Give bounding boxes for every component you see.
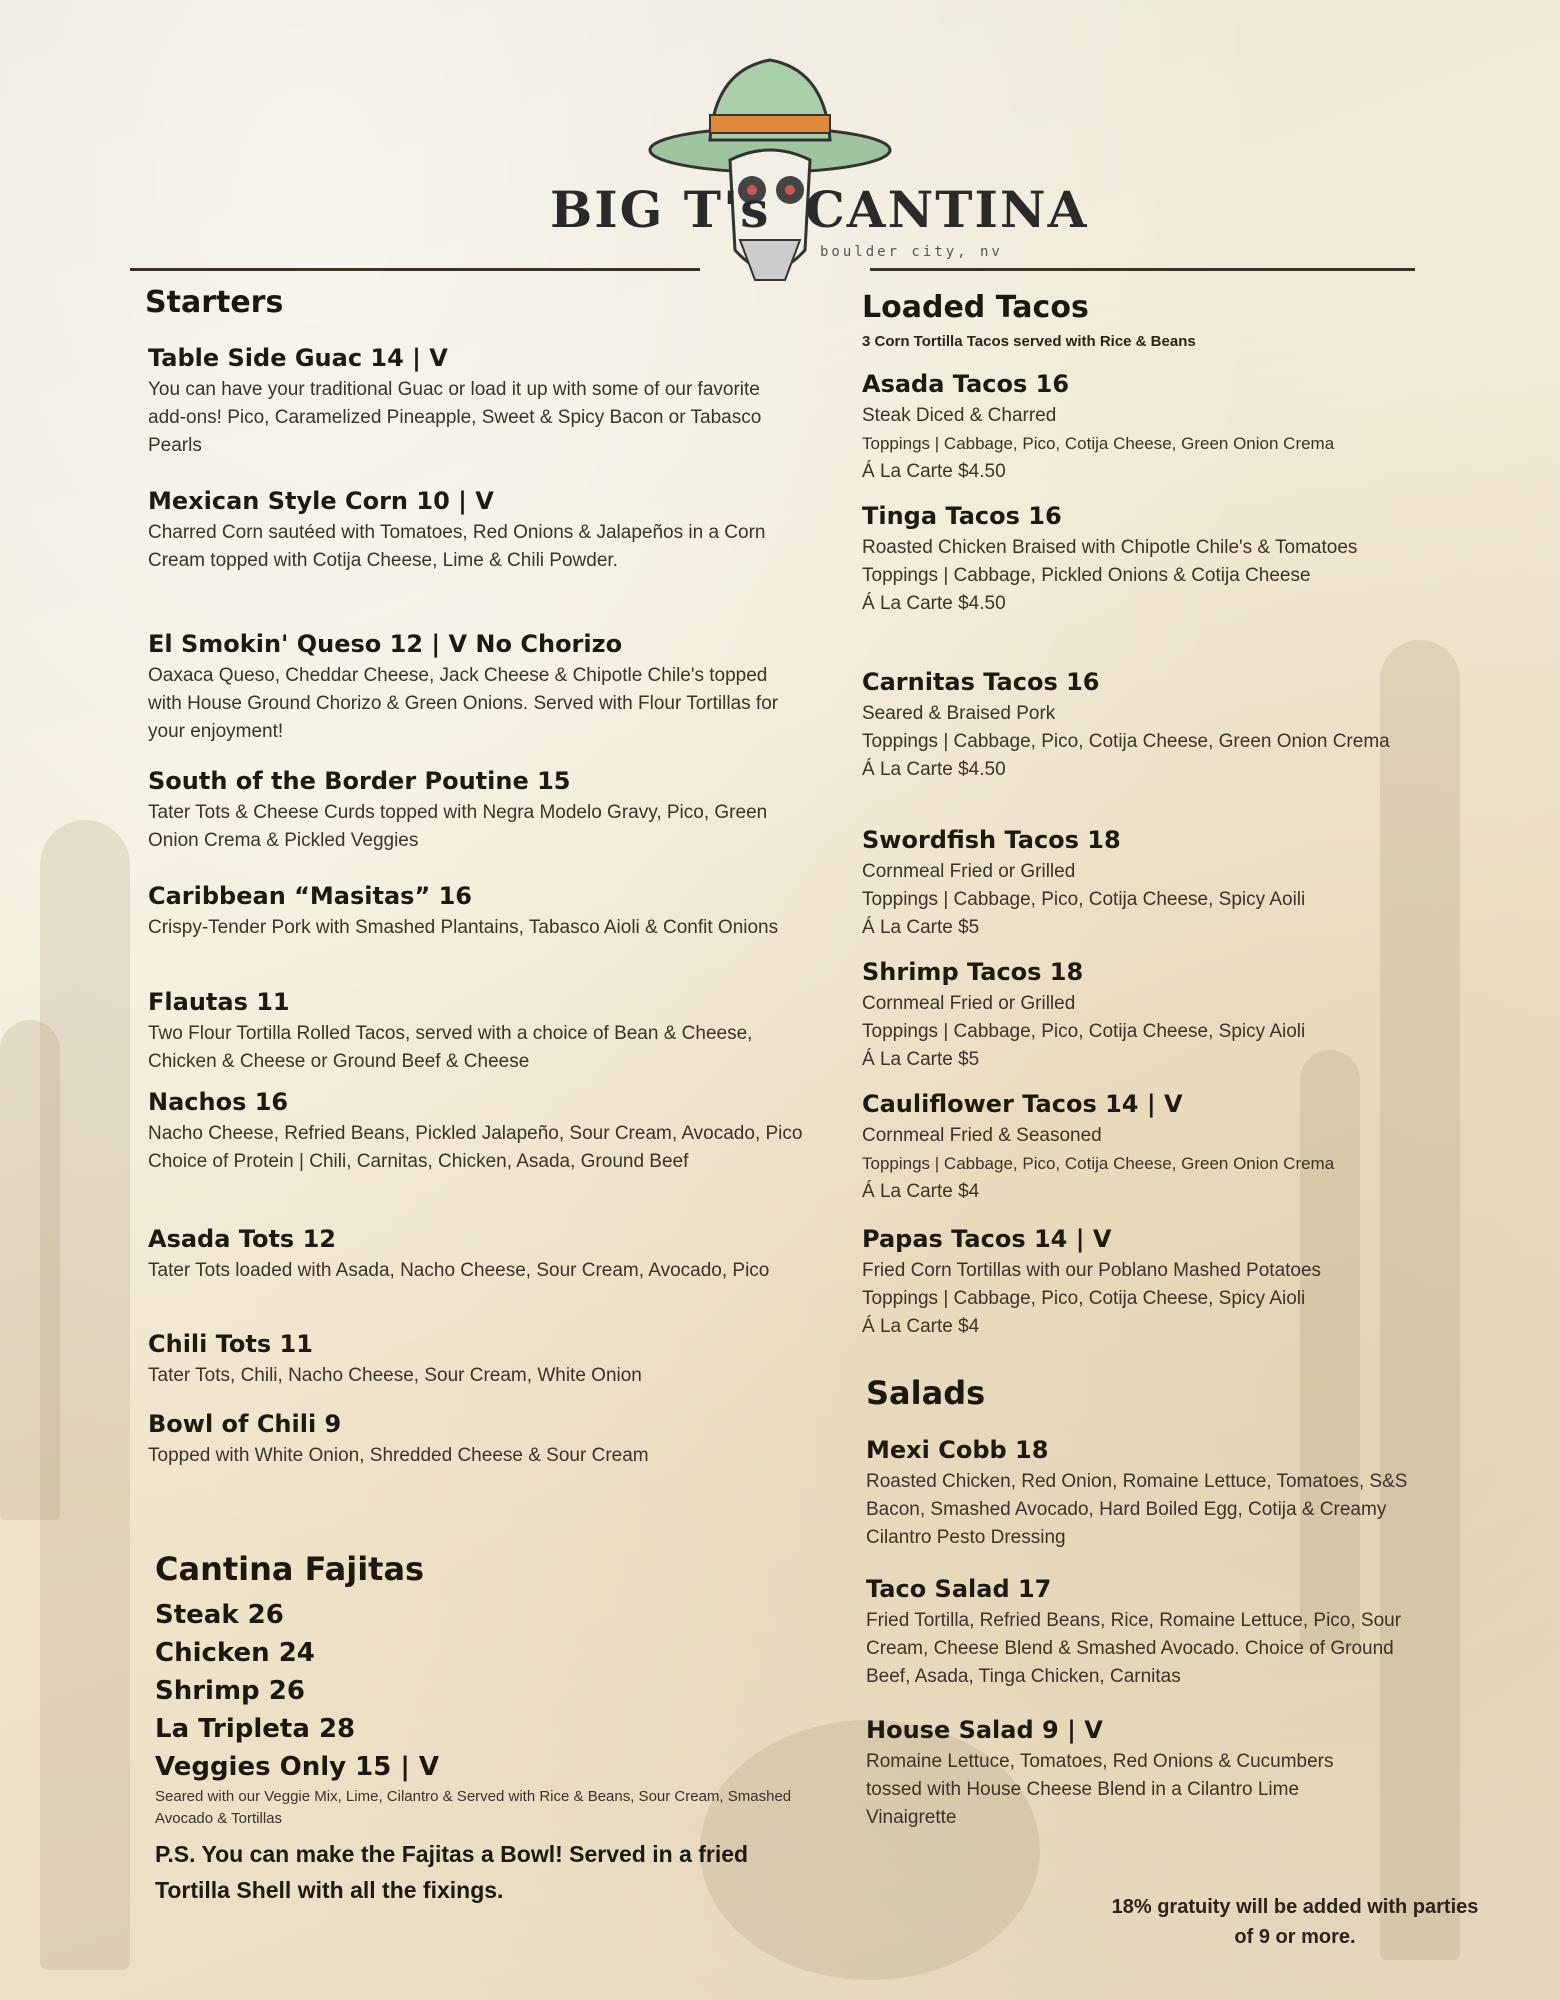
starters-heading: Starters — [145, 285, 284, 320]
taco-name: Cauliflower Tacos 14 | V — [862, 1090, 1183, 1118]
starter-name: Caribbean “Masitas” 16 — [148, 882, 472, 910]
taco-alacarte: Á La Carte $4.50 — [862, 593, 1006, 614]
taco-alacarte: Á La Carte $4 — [862, 1316, 980, 1337]
brand-name-left: BIG T's — [550, 180, 771, 239]
starter-extra: Choice of Protein | Chili, Carnitas, Chicken, Asada, Ground Beef — [148, 1151, 689, 1172]
gratuity-note: 18% gratuity will be added with parties of 9 or more. — [1111, 1896, 1479, 1948]
taco-item — [862, 958, 1442, 1074]
tacos-subtitle: 3 Corn Tortilla Tacos served with Rice & Beans — [862, 333, 1196, 350]
starter-item — [148, 487, 798, 575]
starter-name: South of the Border Poutine 15 — [148, 767, 571, 795]
taco-toppings: Toppings | Cabbage, Pico, Cotija Cheese, Spicy Aioli — [862, 1288, 1306, 1309]
salad-desc: Roasted Chicken, Red Onion, Romaine Lettuce, Tomatoes, S&S Bacon, Smashed Avocado, Hard Boiled Egg, Cotija & Creamy Cilantro Pesto Dressing — [866, 1471, 1408, 1548]
taco-item — [862, 502, 1442, 618]
taco-item — [862, 826, 1442, 942]
taco-desc: Steak Diced & Charred — [862, 405, 1057, 426]
fajita-note: Seared with our Veggie Mix, Lime, Cilantro & Served with Rice & Beans, Sour Cream, Smashed Avocado & Tortillas — [155, 1788, 792, 1827]
starter-item — [148, 988, 798, 1076]
taco-alacarte: Á La Carte $4 — [862, 1181, 980, 1202]
fajita-item: Shrimp 26 — [155, 1676, 305, 1706]
cactus-illustration-left-arm — [0, 1020, 60, 1520]
starter-desc: Oaxaca Queso, Cheddar Cheese, Jack Cheese & Chipotle Chile's topped with House Ground Chorizo & Green Onions. Served with Flour Tortillas for your enjoyment! — [148, 665, 779, 742]
starter-name: Asada Tots 12 — [148, 1225, 336, 1253]
taco-alacarte: Á La Carte $5 — [862, 917, 980, 938]
starter-item — [148, 1410, 798, 1470]
taco-alacarte: Á La Carte $5 — [862, 1049, 980, 1070]
salad-name: Taco Salad 17 — [866, 1575, 1052, 1603]
taco-toppings: Toppings | Cabbage, Pico, Cotija Cheese, Green Onion Crema — [862, 731, 1390, 752]
taco-name: Carnitas Tacos 16 — [862, 668, 1100, 696]
starter-desc: Tater Tots loaded with Asada, Nacho Cheese, Sour Cream, Avocado, Pico — [148, 1260, 770, 1281]
starter-name: Chili Tots 11 — [148, 1330, 313, 1358]
starter-item — [148, 1088, 808, 1176]
starter-desc: Crispy-Tender Pork with Smashed Plantains, Tabasco Aioli & Confit Onions — [148, 917, 779, 938]
header-divider-left — [130, 268, 700, 271]
taco-toppings: Toppings | Cabbage, Pickled Onions & Cotija Cheese — [862, 565, 1311, 586]
fajita-item: Chicken 24 — [155, 1638, 315, 1668]
starter-item — [148, 630, 798, 746]
header-divider-right — [870, 268, 1415, 271]
taco-desc: Cornmeal Fried or Grilled — [862, 993, 1076, 1014]
starter-desc: You can have your traditional Guac or load it up with some of our favorite add-ons! Pico, Caramelized Pineapple, Sweet & Spicy Bacon or Tabasco Pearls — [148, 379, 762, 456]
starter-desc: Nacho Cheese, Refried Beans, Pickled Jalapeño, Sour Cream, Avocado, Pico — [148, 1123, 803, 1144]
taco-desc: Fried Corn Tortillas with our Poblano Mashed Potatoes — [862, 1260, 1322, 1281]
salad-item — [866, 1436, 1426, 1552]
taco-name: Asada Tacos 16 — [862, 370, 1070, 398]
fajita-item: Veggies Only 15 | V — [155, 1752, 440, 1782]
taco-item — [862, 370, 1442, 486]
taco-desc: Cornmeal Fried & Seasoned — [862, 1125, 1102, 1146]
salad-item — [866, 1575, 1426, 1691]
starter-desc: Topped with White Onion, Shredded Cheese & Sour Cream — [148, 1445, 649, 1466]
taco-name: Tinga Tacos 16 — [862, 502, 1062, 530]
brand-location: boulder city, nv — [820, 244, 1003, 260]
starter-name: Flautas 11 — [148, 988, 290, 1016]
fajita-item: Steak 26 — [155, 1600, 284, 1630]
starter-item — [148, 882, 798, 942]
fajitas-heading: Cantina Fajitas — [155, 1550, 425, 1588]
taco-name: Swordfish Tacos 18 — [862, 826, 1121, 854]
starter-desc: Tater Tots & Cheese Curds topped with Negra Modelo Gravy, Pico, Green Onion Crema & Pickled Veggies — [148, 802, 768, 851]
taco-desc: Cornmeal Fried or Grilled — [862, 861, 1076, 882]
fajita-item: La Tripleta 28 — [155, 1714, 356, 1744]
starter-name: Bowl of Chili 9 — [148, 1410, 342, 1438]
starter-name: Mexican Style Corn 10 | V — [148, 487, 494, 515]
salads-heading: Salads — [866, 1374, 986, 1412]
fajita-ps: P.S. You can make the Fajitas a Bowl! Served in a fried Tortilla Shell with all the fixings. — [155, 1841, 749, 1903]
salad-name: Mexi Cobb 18 — [866, 1436, 1049, 1464]
salad-desc: Romaine Lettuce, Tomatoes, Red Onions & Cucumbers tossed with House Cheese Blend in a Cilantro Lime Vinaigrette — [866, 1751, 1334, 1828]
tacos-heading: Loaded Tacos — [862, 290, 1089, 325]
starter-item — [148, 1330, 798, 1390]
starter-desc: Tater Tots, Chili, Nacho Cheese, Sour Cream, White Onion — [148, 1365, 642, 1386]
starter-item — [148, 1225, 798, 1285]
taco-item — [862, 1225, 1442, 1341]
starter-item — [148, 767, 798, 855]
starter-name: El Smokin' Queso 12 | V No Chorizo — [148, 630, 623, 658]
taco-toppings: Toppings | Cabbage, Pico, Cotija Cheese, Spicy Aoili — [862, 889, 1306, 910]
taco-toppings: Toppings | Cabbage, Pico, Cotija Cheese, Green Onion Crema — [862, 434, 1335, 453]
salad-item — [866, 1716, 1426, 1832]
taco-toppings: Toppings | Cabbage, Pico, Cotija Cheese, Spicy Aioli — [862, 1021, 1306, 1042]
taco-item — [862, 1090, 1442, 1206]
salad-name: House Salad 9 | V — [866, 1716, 1103, 1744]
starter-desc: Two Flour Tortilla Rolled Tacos, served with a choice of Bean & Cheese, Chicken & Cheese or Ground Beef & Cheese — [148, 1023, 753, 1072]
taco-desc: Seared & Braised Pork — [862, 703, 1056, 724]
taco-alacarte: Á La Carte $4.50 — [862, 461, 1006, 482]
starter-name: Nachos 16 — [148, 1088, 289, 1116]
taco-name: Papas Tacos 14 | V — [862, 1225, 1112, 1253]
taco-name: Shrimp Tacos 18 — [862, 958, 1084, 986]
taco-alacarte: Á La Carte $4.50 — [862, 759, 1006, 780]
starter-item — [148, 344, 798, 460]
starter-name: Table Side Guac 14 | V — [148, 344, 448, 372]
starter-desc: Charred Corn sautéed with Tomatoes, Red Onions & Jalapeños in a Corn Cream topped with Cotija Cheese, Lime & Chili Powder. — [148, 522, 766, 571]
taco-toppings: Toppings | Cabbage, Pico, Cotija Cheese, Green Onion Crema — [862, 1154, 1335, 1173]
salad-desc: Fried Tortilla, Refried Beans, Rice, Romaine Lettuce, Pico, Sour Cream, Cheese Blend & Smashed Avocado. Choice of Ground Beef, Asada, Tinga Chicken, Carnitas — [866, 1610, 1402, 1687]
brand-name-right: CANTINA — [805, 180, 1089, 239]
taco-item — [862, 668, 1442, 784]
taco-desc: Roasted Chicken Braised with Chipotle Chile's & Tomatoes — [862, 537, 1358, 558]
